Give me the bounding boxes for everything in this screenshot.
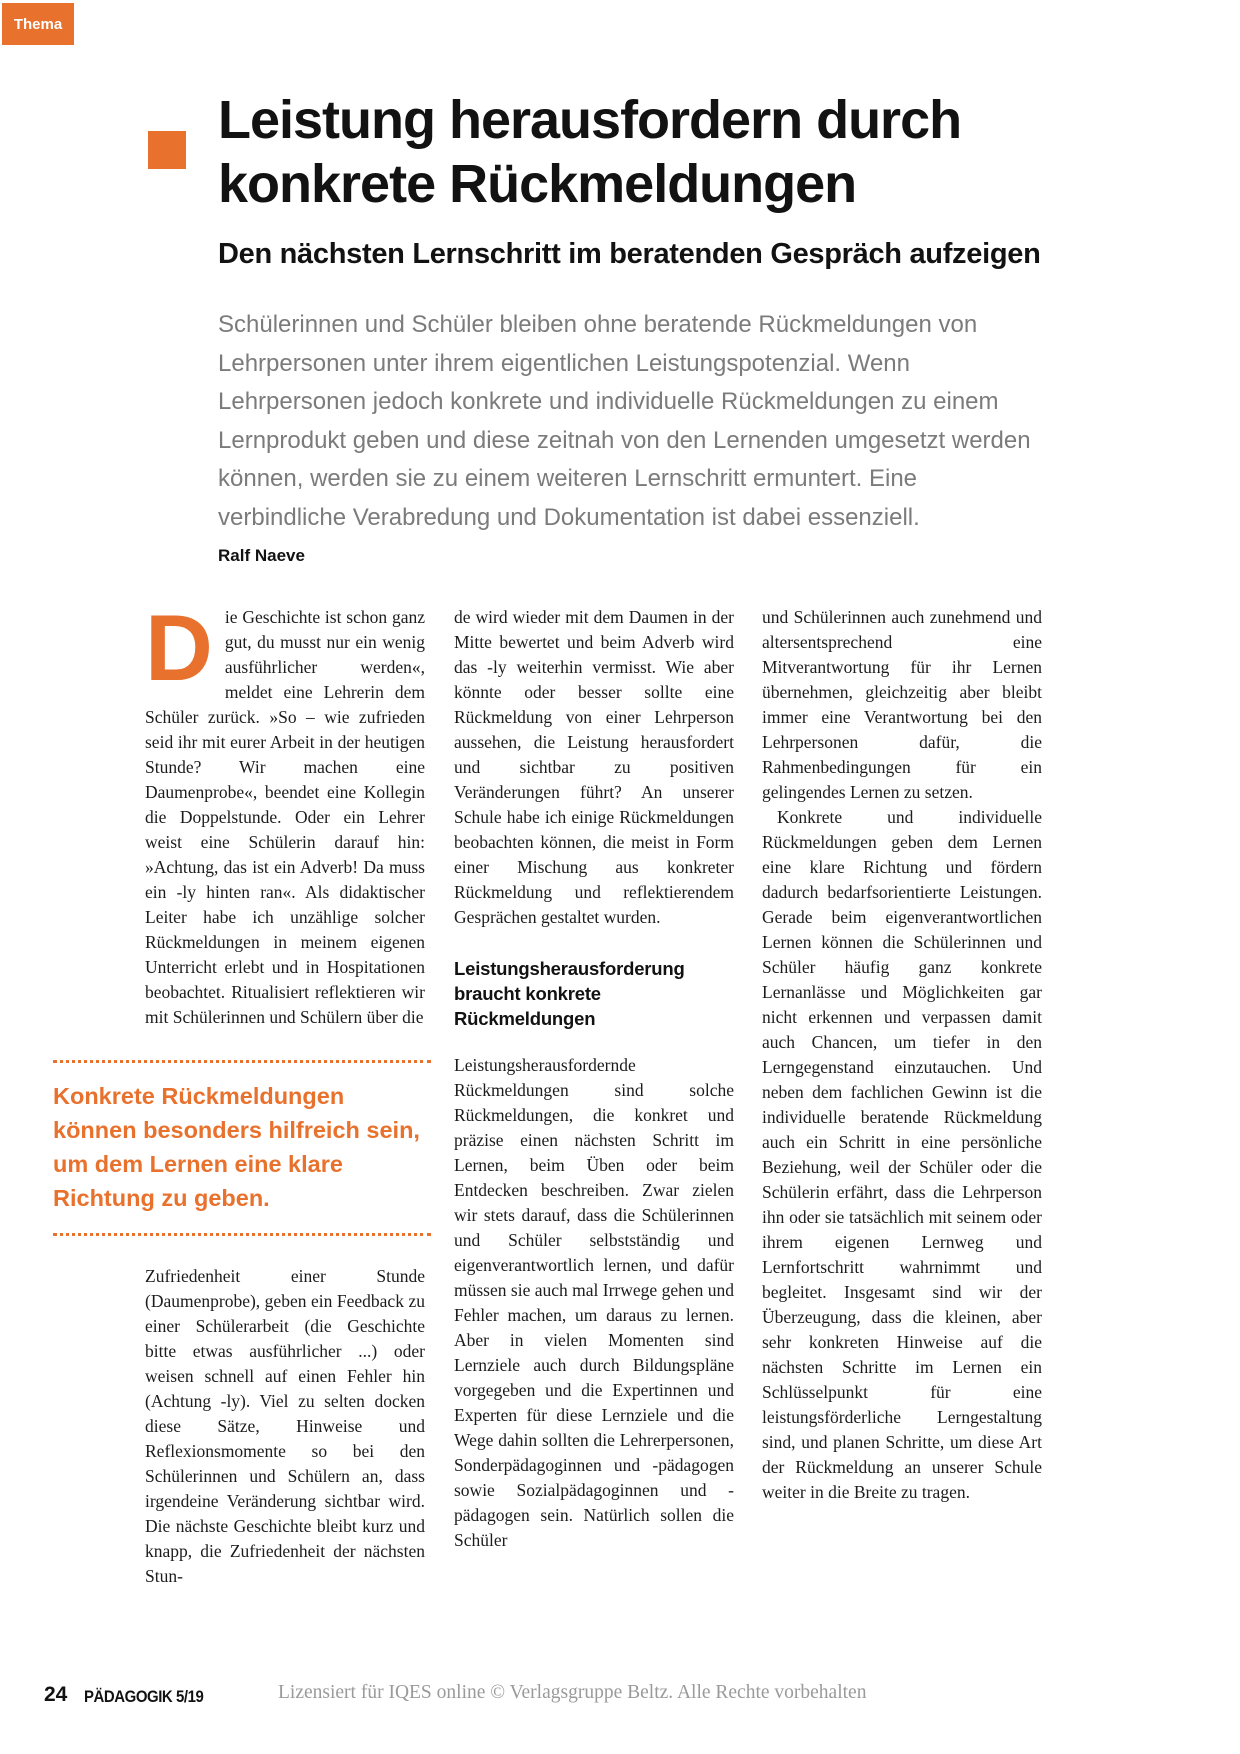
- article-title-line1: Leistung herausfordern durch: [218, 90, 962, 150]
- section-tag: [2, 3, 74, 45]
- column3-paragraph-1: und Schülerinnen auch zunehmend und altersentsprechend eine Mitverantwortung für ihr Lernen übernehmen, gleichzeitig aber bleibt immer eine Verantwortung bei den Lehrpersonen dafür, die Rahmenbedingungen für ein gelingendes Lernen zu setzen.: [762, 607, 1042, 802]
- footer-journal-name: PÄDAGOGIK 5/19: [84, 1687, 204, 1706]
- column2-paragraph-2: Leistungsherausfordernde Rückmeldungen sind solche Rückmeldungen, die konkret und präzise einen nächsten Schritt im Lernen, beim Üben oder beim Entdecken beschreiben. Zwar zielen wir stets darauf, dass die Schülerinnen und Schüler selbstständig und eigenverantwortlich lernen, und dafür müssen sie auch mal Irrwege gehen und Fehler machen, um daraus zu lernen. Aber in vielen Momenten sind Lernziele auch durch Bildungspläne vorgegeben und die Expertinnen und Experten für diese Lernziele und die Wege dahin sollten die Lehrerpersonen, Sonderpädagoginnen und -pädagogen sowie Sozialpädagoginnen und -pädagogen sein. Natürlich sollen die Schüler: [454, 1055, 734, 1550]
- body-column-3: [762, 605, 1042, 1505]
- footer-license-text: Lizensiert für IQES online © Verlagsgruppe Beltz. Alle Rechte vorbehalten: [278, 1682, 867, 1703]
- section-heading: Leistungsherausforderung braucht konkrete Rückmeldungen: [454, 958, 685, 1029]
- pull-quote: Konkrete Rückmeldungen können besonders hilfreich sein, um dem Lernen eine klare Richtung zu geben.: [53, 1060, 431, 1236]
- body-column-2: [454, 605, 734, 1553]
- column3-paragraph-2: Konkrete und individuelle Rückmeldungen geben dem Lernen eine klare Richtung und fördern dadurch bedarfsorientierte Leistungen. Gerade beim eigenverantwortlichen Lernen können die Schülerinnen und Schüler häufig ganz konkrete Lernanlässe und Möglichkeiten gar nicht erkennen und verpassen damit auch Chancen, um tiefer in den Lerngegenstand einzutauchen. Und neben dem fachlichen Gewinn ist die individuelle beratende Rückmeldung auch ein Schritt in eine persönliche Beziehung, weil der Schüler oder die Schülerin erfährt, dass die Lehrperson ihn oder sie tatsächlich mit seinem oder ihrem eigenen Lernweg und Lernfortschritt wahrnimmt und begleitet. Insgesamt sind wir der Überzeugung, dass die kleinen, aber sehr konkreten Hinweise auf die nächsten Schritte im Lernen ein Schlüsselpunkt für eine leistungsförderliche Lerngestaltung sind, und planen Schritte, um diese Art der Rückmeldung an unserer Schule weiter in die Breite zu tragen.: [762, 807, 1042, 1502]
- article-subtitle: Den nächsten Lernschritt im beratenden Gespräch aufzeigen: [218, 238, 1041, 270]
- column2-paragraph-1: de wird wieder mit dem Daumen in der Mitte bewertet und beim Adverb wird das -ly weiterhin vermisst. Wie aber könnte oder besser sollte eine Rückmeldung von einer Lehrperson aussehen, die Leistung herausfordert und sichtbar zu positiven Veränderungen führt? An unserer Schule habe ich einige Rückmeldungen beobachten können, die meist in Form einer Mischung aus konkreter Rückmeldung und reflektierendem Gesprächen gestaltet wurden.: [454, 607, 734, 927]
- title-bullet-square: [148, 131, 186, 169]
- column1-paragraph-1-text: ie Geschichte ist schon ganz gut, du musst nur ein wenig ausführlicher werden«, meldet eine Lehrerin dem Schüler zurück. »So – wie zufrieden seid ihr mit eurer Arbeit in der heutigen Stunde? Wir machen eine Daumenprobe«, beendet eine Kollegin die Doppelstunde. Oder ein Lehrer weist eine Schülerin darauf hin: »Achtung, das ist ein Adverb! Da muss ein -ly hinten ran«. Als didaktischer Leiter habe ich unzählige solcher Rückmeldungen in meinem eigenen Unterricht erlebt und in Hospitationen beobachtet. Ritualisiert reflektieren wir mit Schülerinnen und Schülern über die: [145, 607, 425, 1027]
- body-column-1: [53, 595, 425, 1589]
- article-author: Ralf Naeve: [218, 546, 305, 565]
- article-lead: Schülerinnen und Schüler bleiben ohne beratende Rückmeldungen von Lehrpersonen unter ihrem eigentlichen Leistungspotenzial. Wenn Lehrpersonen jedoch konkrete und individuelle Rückmeldungen zu einem Lernprodukt geben und diese zeitnah von den Lernenden umgesetzt werden können, werden sie zu einem weiteren Lernschritt ermuntert. Eine verbindliche Verabredung und Dokumentation ist dabei essenziell.: [218, 311, 1031, 531]
- column1-paragraph-1: [145, 595, 425, 1030]
- article-title-line2: konkrete Rückmeldungen: [218, 154, 857, 214]
- article-title: [218, 88, 961, 216]
- section-tag-label: Thema: [13, 15, 63, 33]
- column1-paragraph-2: Zufriedenheit einer Stunde (Daumenprobe), geben ein Feedback zu einer Schülerarbeit (die Geschichte bitte etwas ausführlicher ...) oder weisen schnell auf einen Fehler hin (Achtung -ly). Viel zu selten docken diese Sätze, Hinweise und Reflexionsmomente so bei den Schülerinnen und Schülern an, dass irgendeine Veränderung sichtbar wird. Die nächste Geschichte bleibt kurz und knapp, die Zufriedenheit der nächsten Stun-: [145, 1266, 425, 1586]
- footer-page-number: 24: [44, 1683, 68, 1706]
- dropcap-letter: D: [145, 595, 213, 700]
